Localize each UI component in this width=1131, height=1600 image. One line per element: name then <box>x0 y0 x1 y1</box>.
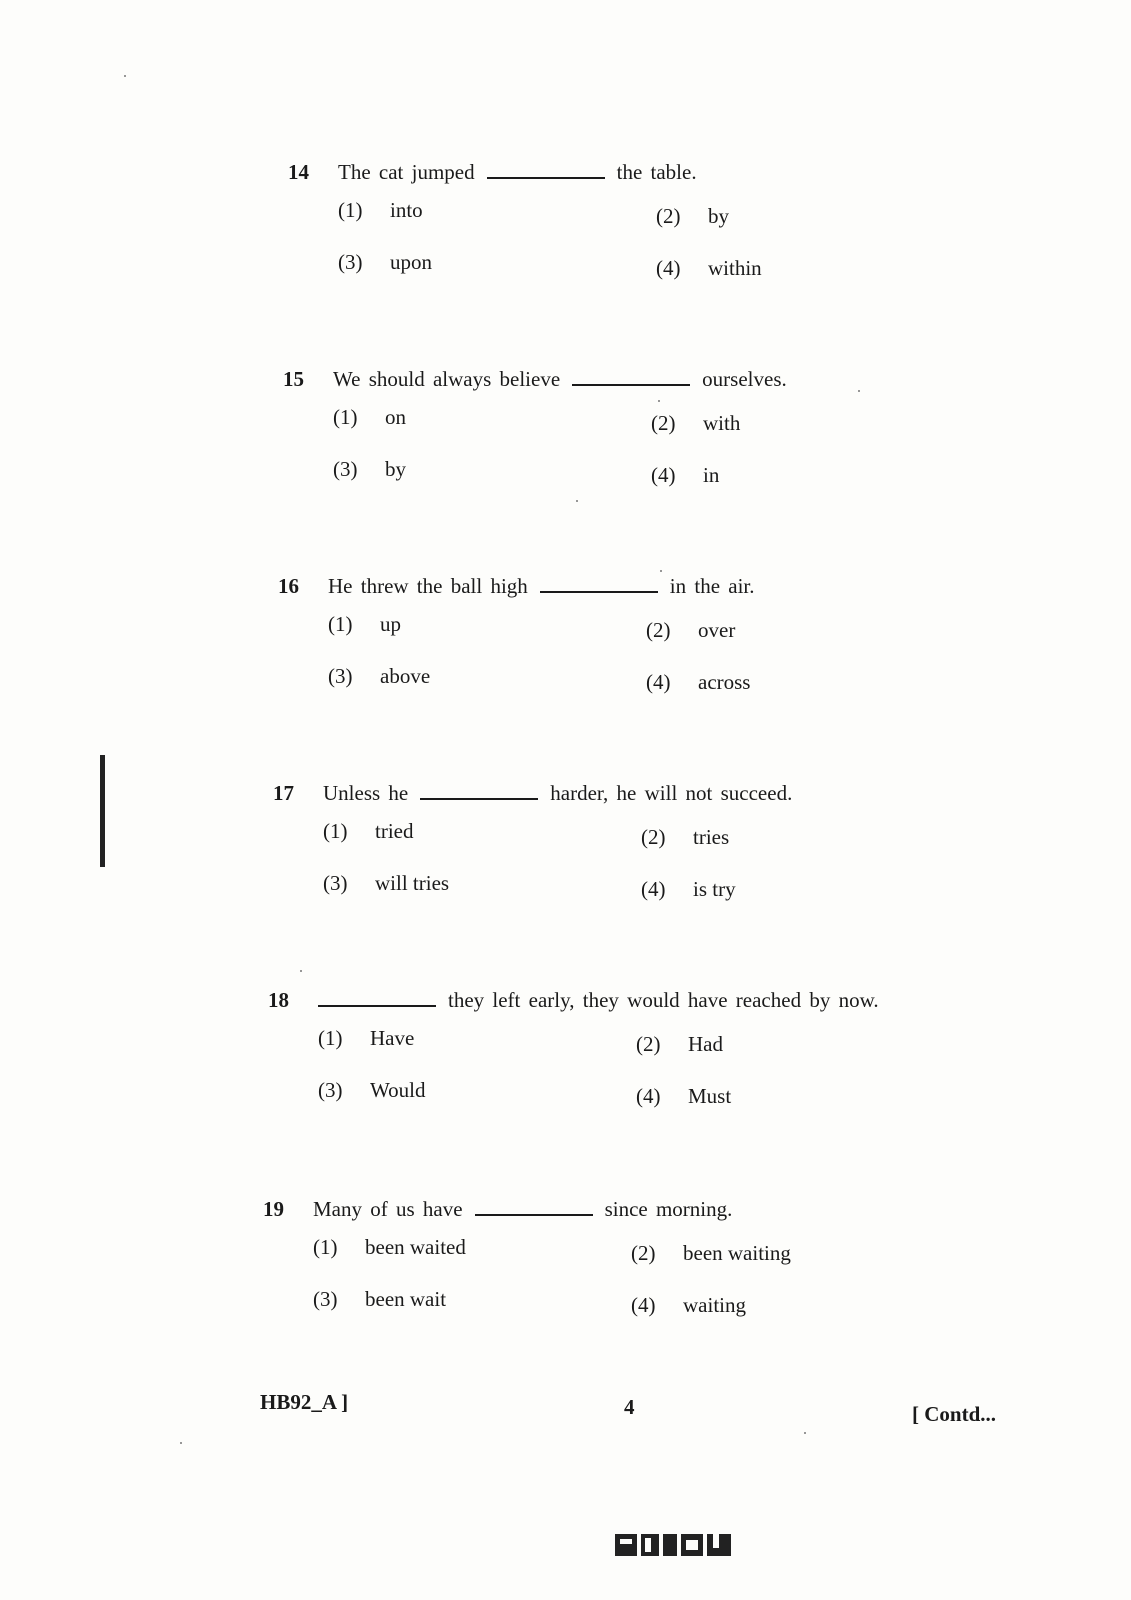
options <box>273 819 993 929</box>
question-14 <box>288 160 1008 308</box>
option-text: over <box>698 618 736 642</box>
question-text-before: We should always believe <box>333 367 561 391</box>
option-2[interactable] <box>636 1032 723 1057</box>
option-text: been wait <box>365 1287 447 1311</box>
question-text <box>323 781 792 806</box>
option-number: (2) <box>636 1032 661 1056</box>
question-15 <box>283 367 1003 515</box>
question-number: 15 <box>283 367 304 391</box>
option-1[interactable] <box>323 819 413 844</box>
question-number: 16 <box>278 574 299 598</box>
scan-speck <box>124 75 126 77</box>
question-17 <box>273 781 993 929</box>
options <box>278 612 998 722</box>
question-text-after: ourselves. <box>702 367 787 391</box>
options <box>268 1026 968 1136</box>
options <box>288 198 1008 308</box>
option-1[interactable] <box>313 1235 466 1260</box>
margin-scan-mark <box>100 755 105 867</box>
question-text <box>313 1197 732 1222</box>
answer-blank <box>487 173 605 179</box>
option-number: (3) <box>333 457 358 481</box>
option-2[interactable] <box>651 411 740 436</box>
question-18 <box>268 988 968 1136</box>
option-2[interactable] <box>646 618 735 643</box>
option-number: (2) <box>646 618 671 642</box>
option-2[interactable] <box>641 825 729 850</box>
option-number: (3) <box>323 871 348 895</box>
option-number: (4) <box>651 463 676 487</box>
option-text: with <box>703 411 741 435</box>
option-text: been waited <box>365 1235 466 1259</box>
continued-label: [ Contd... <box>912 1402 997 1426</box>
option-text: in <box>703 463 720 487</box>
option-number: (4) <box>646 670 671 694</box>
scan-speck <box>180 1442 182 1444</box>
question-number: 17 <box>273 781 294 805</box>
scan-speck <box>858 390 860 392</box>
option-1[interactable] <box>328 612 401 637</box>
paper-code: HB92_A ] <box>260 1390 349 1414</box>
option-number: (1) <box>318 1026 343 1050</box>
option-3[interactable] <box>338 250 432 275</box>
option-3[interactable] <box>333 457 406 482</box>
option-4[interactable] <box>656 256 762 281</box>
option-number: (4) <box>636 1084 661 1108</box>
option-number: (2) <box>641 825 666 849</box>
question-text-after: in the air. <box>669 574 755 598</box>
question-text-before: He threw the ball high <box>328 574 528 598</box>
option-number: (4) <box>641 877 666 901</box>
question-number: 19 <box>263 1197 284 1221</box>
scan-speck <box>660 570 662 572</box>
option-number: (3) <box>338 250 363 274</box>
option-text: is try <box>693 877 736 901</box>
option-text: within <box>708 256 762 280</box>
answer-blank <box>318 1001 436 1007</box>
option-text: across <box>698 670 751 694</box>
option-text: waiting <box>683 1293 746 1317</box>
option-number: (3) <box>313 1287 338 1311</box>
option-number: (1) <box>333 405 358 429</box>
question-16 <box>278 574 998 722</box>
scan-speck <box>658 400 660 402</box>
question-text-before: The cat jumped <box>338 160 475 184</box>
option-text: tries <box>693 825 730 849</box>
page-number: 4 <box>624 1395 635 1419</box>
question-text-before: Unless he <box>323 781 409 805</box>
option-text: by <box>708 204 729 228</box>
answer-blank <box>475 1210 593 1216</box>
option-3[interactable] <box>313 1287 446 1312</box>
answer-blank <box>420 794 538 800</box>
option-2[interactable] <box>656 204 729 229</box>
question-text-after: harder, he will not succeed. <box>550 781 793 805</box>
option-text: by <box>385 457 406 481</box>
option-number: (1) <box>313 1235 338 1259</box>
option-text: Must <box>688 1084 732 1108</box>
option-number: (3) <box>318 1078 343 1102</box>
option-1[interactable] <box>338 198 423 223</box>
option-text: upon <box>390 250 432 274</box>
question-text <box>328 574 755 599</box>
question-text-after: they left early, they would have reached by now. <box>448 988 879 1012</box>
option-number: (4) <box>656 256 681 280</box>
scan-speck <box>804 1432 806 1434</box>
scan-speck <box>576 500 578 502</box>
option-number: (3) <box>328 664 353 688</box>
option-text: Have <box>370 1026 415 1050</box>
question-text <box>333 367 787 392</box>
option-text: into <box>390 198 423 222</box>
option-4[interactable] <box>651 463 719 488</box>
option-4[interactable] <box>646 670 750 695</box>
option-text: above <box>380 664 431 688</box>
option-text: tried <box>375 819 414 843</box>
option-text: Would <box>370 1078 426 1102</box>
answer-blank <box>572 380 690 386</box>
option-text: been waiting <box>683 1241 791 1265</box>
printer-stamp-mark <box>615 1530 733 1560</box>
option-number: (2) <box>631 1241 656 1265</box>
option-1[interactable] <box>333 405 406 430</box>
option-1[interactable] <box>318 1026 414 1051</box>
scan-speck <box>300 970 302 972</box>
question-text <box>338 160 697 185</box>
option-4[interactable] <box>636 1084 731 1109</box>
option-number: (1) <box>328 612 353 636</box>
option-number: (2) <box>651 411 676 435</box>
question-text <box>306 988 879 1013</box>
option-number: (4) <box>631 1293 656 1317</box>
option-2[interactable] <box>631 1241 791 1266</box>
option-number: (2) <box>656 204 681 228</box>
option-3[interactable] <box>318 1078 425 1103</box>
question-text-after: the table. <box>616 160 697 184</box>
question-19 <box>263 1197 983 1345</box>
option-text: will tries <box>375 871 450 895</box>
question-text-after: since morning. <box>604 1197 733 1221</box>
option-text: on <box>385 405 406 429</box>
option-text: up <box>380 612 401 636</box>
option-4[interactable] <box>631 1293 746 1318</box>
option-3[interactable] <box>323 871 449 896</box>
option-3[interactable] <box>328 664 430 689</box>
options <box>263 1235 983 1345</box>
option-text: Had <box>688 1032 723 1056</box>
option-number: (1) <box>338 198 363 222</box>
answer-blank <box>540 587 658 593</box>
options <box>283 405 1003 515</box>
question-text-before: Many of us have <box>313 1197 463 1221</box>
option-number: (1) <box>323 819 348 843</box>
question-number: 14 <box>288 160 309 184</box>
question-number: 18 <box>268 988 289 1012</box>
option-4[interactable] <box>641 877 736 902</box>
